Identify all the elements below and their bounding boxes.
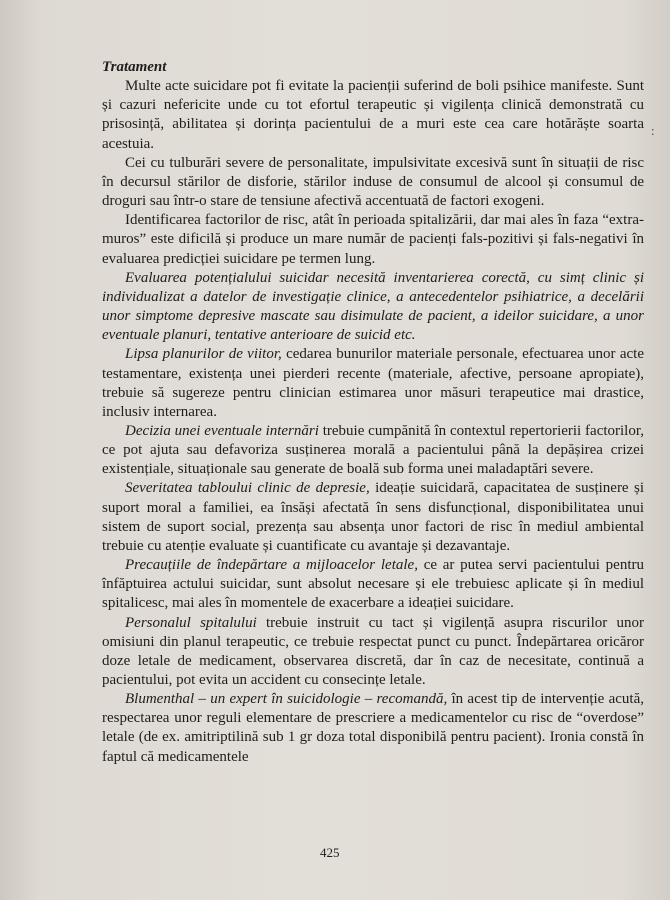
paragraph-p6 [102,422,644,479]
paragraph-lead-italic: Precauțiile de îndepărtare a mijloacelor letale, [125,557,418,574]
paragraph-list [102,77,644,767]
paragraph-body: ce ar putea servi pacientului pentru înfăptuirea actului suicidar, sunt absolut necesare și ele trebuiesc aplicate și în mediul spitalicesc, mai ales în momentele de exacerbare a ideației suicidare. [102,557,644,612]
paragraph-p8 [102,556,644,613]
page-text-block [102,58,644,767]
paragraph-lead-italic: Decizia unei eventuale internări [125,422,319,439]
section-heading: Tratament [102,59,167,75]
paragraph-body: Identificarea factorilor de risc, atât în perioada spitalizării, dar mai ales în faza “extra-muros” este dificilă și produce un mare număr de pacienți fals-pozitivi și fals-negativi în evaluarea predicției suicidare pe termen lung. [102,212,644,267]
paragraph-body: cedarea bunurilor materiale personale, efectuarea unor acte testamentare, existența unei pierderi recente (materiale, afective, persoane apropiate), trebuie să sugereze pentru clinician estimarea unor măsuri terapeutice mai drastice, inclusiv internarea. [102,346,644,420]
paragraph-body: trebuie cumpănită în contextul repertorierii factorilor, ce pot ajuta sau defavoriza susținerea morală a pacientului până la depășirea crizei existențiale, situaționale sau generate de boală sub forma unei maladaptări severe. [102,422,644,478]
paragraph-body: ideație suicidară, capacitatea de susținere și suport moral a familiei, ea însăși afectată în sens disfuncțional, disponibilitatea unui sistem de suport social, prezența sau absența unor factori de risc în mediul ambiental trebuie cu atenție evaluate și cuantificate cu avantaje și dezavantaje. [102,480,644,554]
paragraph-lead-italic: Severitatea tabloului clinic de depresie, [125,480,370,497]
paragraph-p1 [102,77,644,154]
paragraph-body: Multe acte suicidare pot fi evitate la pacienții suferind de boli psihice manifeste. Sunt și cazuri nefericite unde cu tot efortul terapeutic și vigilența clinică demonstrată cu prisosință, abilitatea și dorința pacientului de a muri este cea care hotărăște soarta acestuia. [102,78,644,152]
margin-mark: : [651,123,655,138]
paragraph-lead-italic: Blumenthal – un expert în suicidologie – recomandă, [125,691,448,708]
paragraph-p10 [102,690,644,767]
paragraph-p3 [102,211,644,268]
paragraph-lead-italic: Evaluarea potențialului suicidar necesită inventarierea corectă, cu simț clinic și individualizat a datelor de investigație clinice, a antecedentelor psihiatrice, a decelării unor simptome depresive mascate sau disimulate de pacient, a ideilor suicidare, a unor eventuale planuri, tentative anterioare de suicid etc. [102,269,644,344]
paragraph-lead-italic: Personalul spitalului [125,614,257,631]
paragraph-p9 [102,614,644,691]
paragraph-body: Cei cu tulburări severe de personalitate, impulsivitate excesivă sunt în situații de risc în decursul stărilor de disforie, stărilor induse de consumul de alcool și consumul de droguri sau într-o stare de tensiune afectivă accentuată de factori exogeni. [102,154,644,210]
paragraph-p7 [102,479,644,556]
paragraph-p5 [102,345,644,422]
paragraph-p4 [102,269,644,346]
paragraph-body: în acest tip de intervenție acută, respectarea unor reguli elementare de prescriere a medicamentelor cu risc de “overdose” letale (de ex. amitriptilină sub 1 gr doza total disponibilă pentru pacient). Ironia constă în faptul că medicamentele [102,691,644,765]
page-number: 425 [320,845,340,860]
paragraph-body: trebuie instruit cu tact și vigilență asupra riscurilor unor omisiuni din planul terapeutic, ce trebuie respectat punct cu punct. Îndepărtarea oricăror doze letale de medicament, observarea discretă, dar în caz de necesitate, continuă a pacientului, pot evita un accident cu consecințe letale. [102,614,644,688]
paragraph-lead-italic: Lipsa planurilor de viitor, [125,346,282,363]
paragraph-p2 [102,154,644,211]
